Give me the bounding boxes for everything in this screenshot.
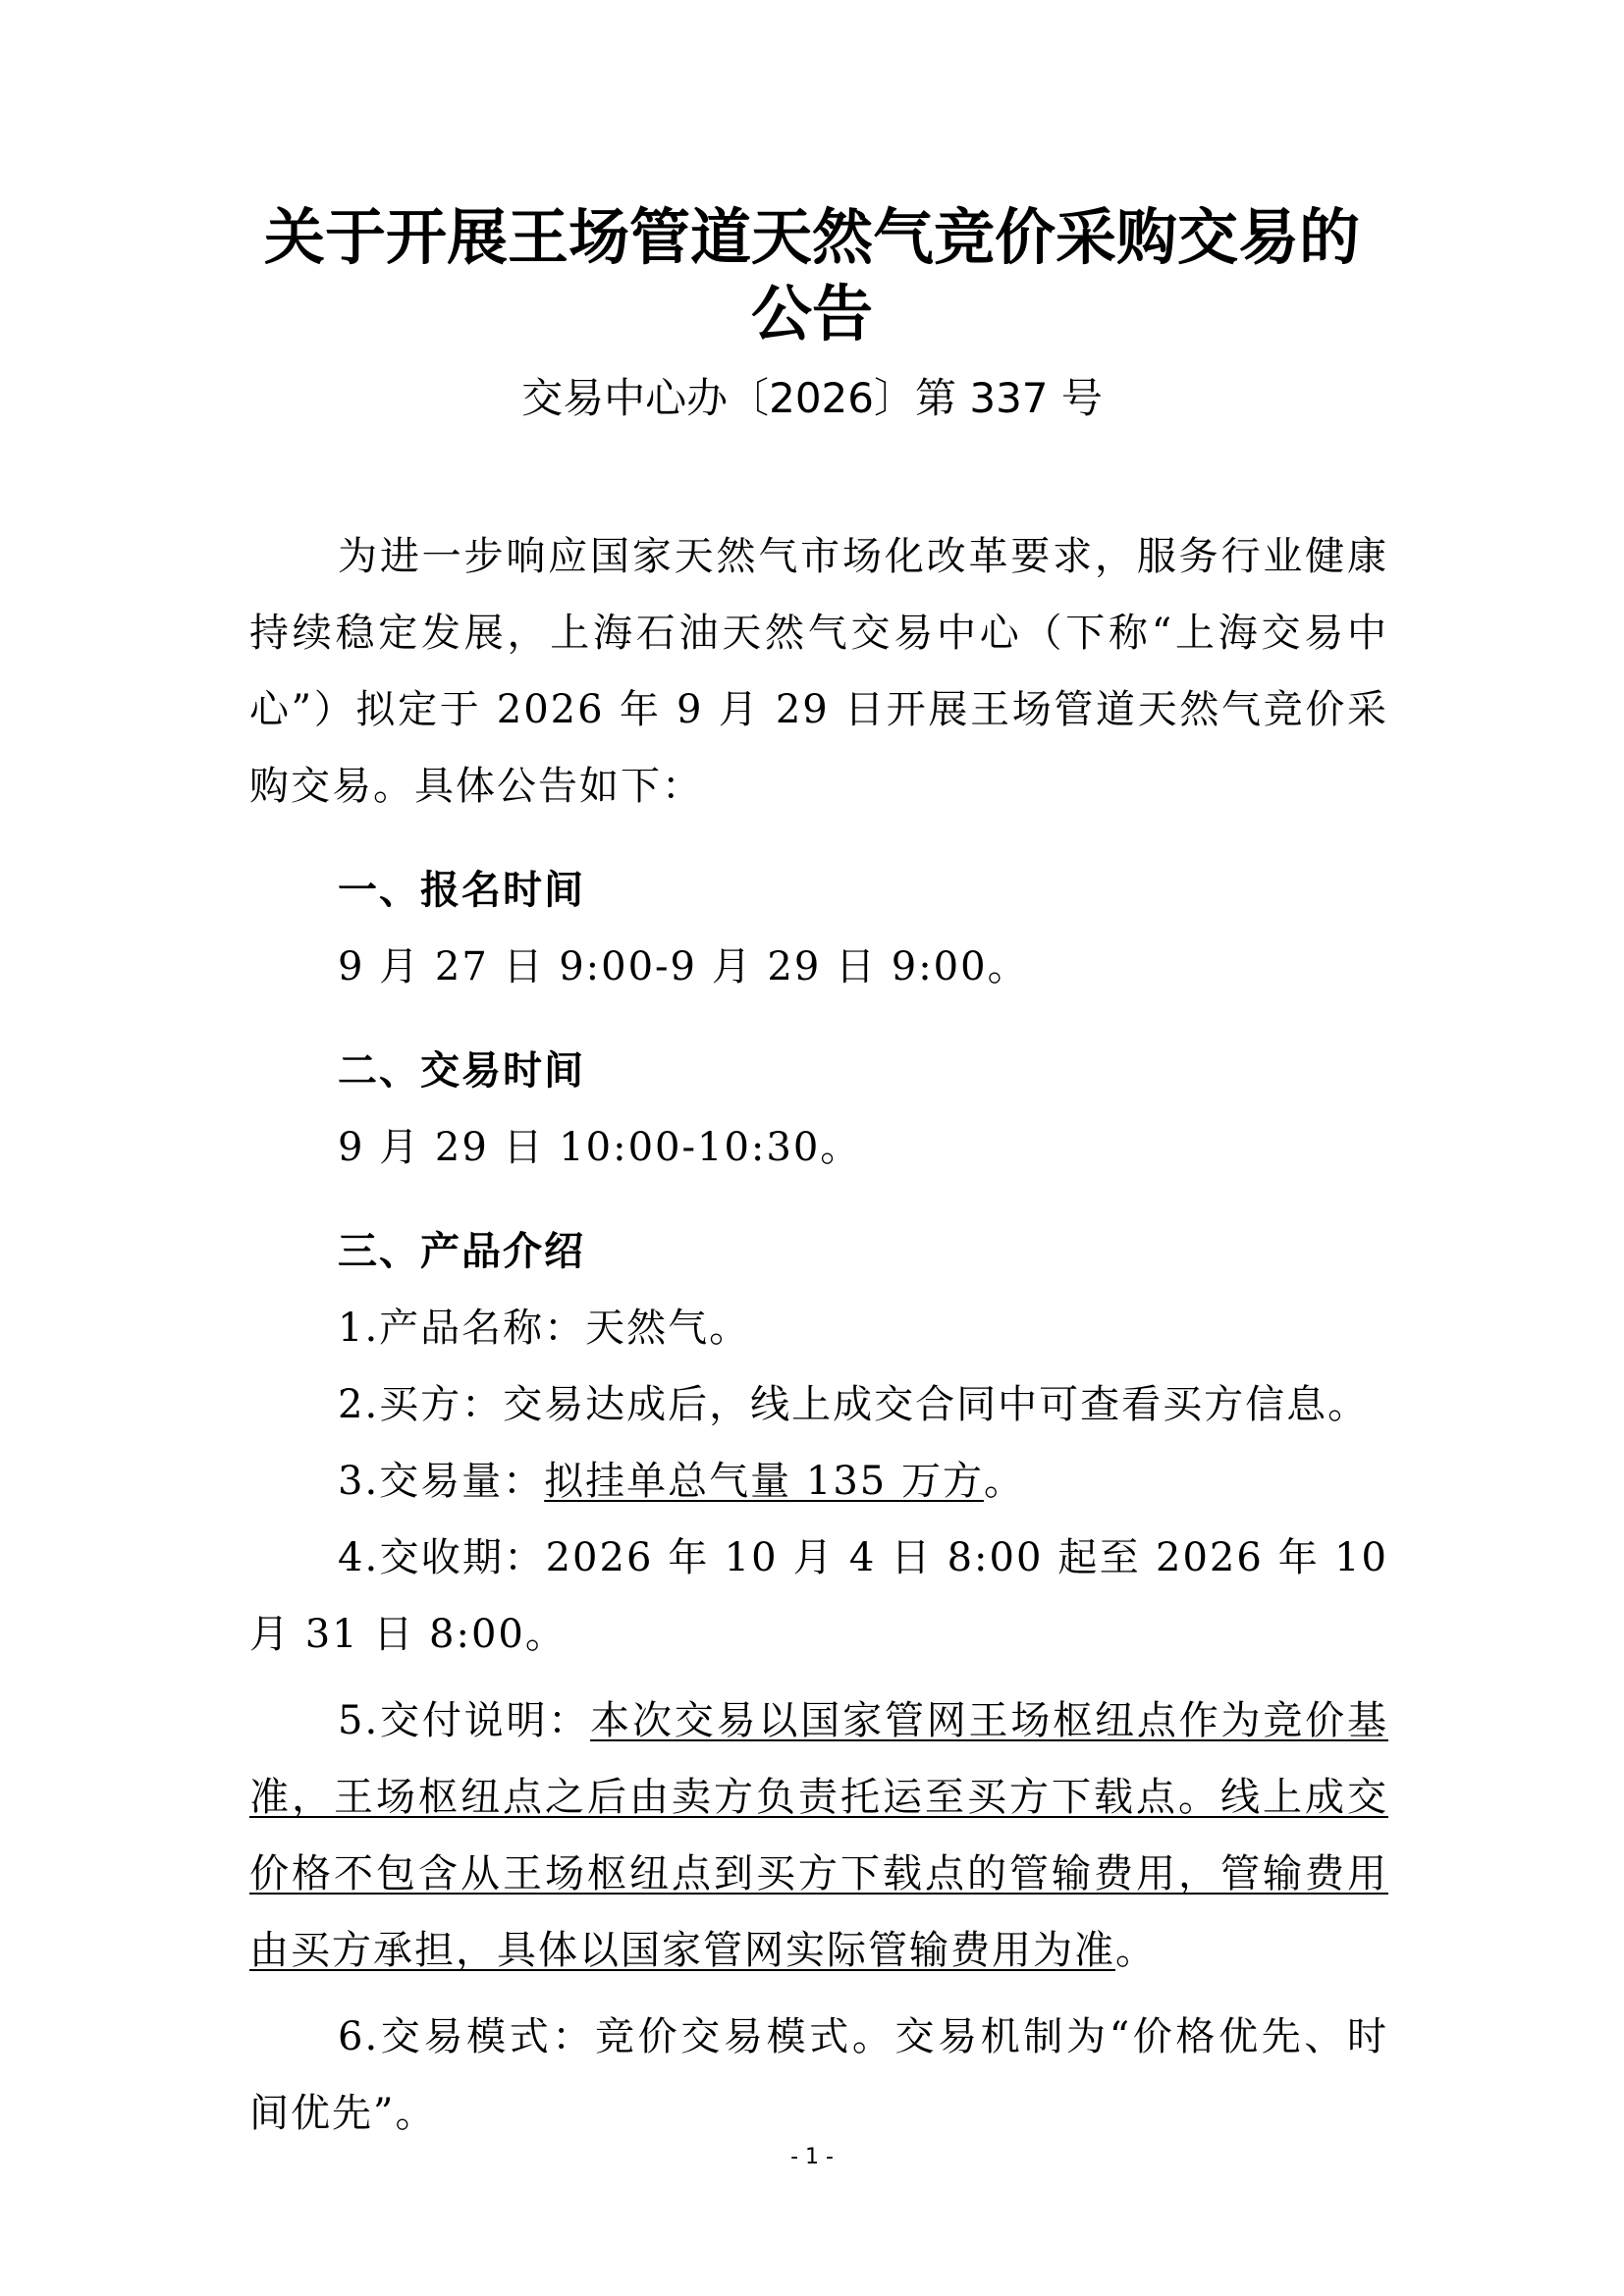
trade-volume-value: 拟挂单总气量 135 万方 xyxy=(544,1459,984,1504)
trading-mode-item: 6.交易模式：竞价交易模式。交易机制为“价格优先、时间优先”。 xyxy=(249,2014,1388,2136)
section-heading-product-intro: 三、产品介绍 xyxy=(338,1229,585,1274)
buyer-item: 2.买方：交易达成后，线上成交合同中可查看买方信息。 xyxy=(338,1382,1370,1427)
document-body xyxy=(249,518,1388,2152)
delivery-notes-label: 5.交付说明： xyxy=(338,1698,591,1743)
delivery-notes-text: 本次交易以国家管网王场枢纽点作为竞价基准，王场枢纽点之后由卖方负责托运至买方下载点。线上成交价格不包含从王场枢纽点到买方下载点的管输费用，管输费用由买方承担，具体以国家管网实际管输费用为准 xyxy=(249,1698,1388,1973)
trading-time-text: 9 月 29 日 10:00-10:30。 xyxy=(338,1125,862,1170)
document-title-line1: 关于开展王场管道天然气竞价采购交易的 xyxy=(263,201,1360,273)
page-number: - 1 - xyxy=(790,2145,834,2169)
trade-volume-end: 。 xyxy=(983,1459,1025,1504)
delivery-notes-item xyxy=(249,1682,1388,1989)
delivery-period-item: 4.交收期：2026 年 10 月 4 日 8:00 起至 2026 年 10 月 31 日 8:00。 xyxy=(249,1535,1388,1657)
section-heading-registration-time: 一、报名时间 xyxy=(338,868,585,913)
section-heading-trading-time: 二、交易时间 xyxy=(338,1048,585,1094)
intro-paragraph: 为进一步响应国家天然气市场化改革要求，服务行业健康持续稳定发展，上海石油天然气交易中心（下称“上海交易中心”）拟定于 2026 年 9 月 29 日开展王场管道天然气竞价采购交易。具体公告如下： xyxy=(249,534,1388,809)
delivery-notes-end: 。 xyxy=(1115,1928,1157,1973)
trade-volume-item xyxy=(249,1443,1388,1520)
product-name-item: 1.产品名称：天然气。 xyxy=(338,1306,751,1351)
registration-time-text: 9 月 27 日 9:00-9 月 29 日 9:00。 xyxy=(338,944,1029,989)
document-number: 交易中心办〔2026〕第 337 号 xyxy=(521,374,1103,422)
document-title-line2: 公告 xyxy=(750,278,873,349)
trade-volume-label: 3.交易量： xyxy=(338,1459,545,1504)
